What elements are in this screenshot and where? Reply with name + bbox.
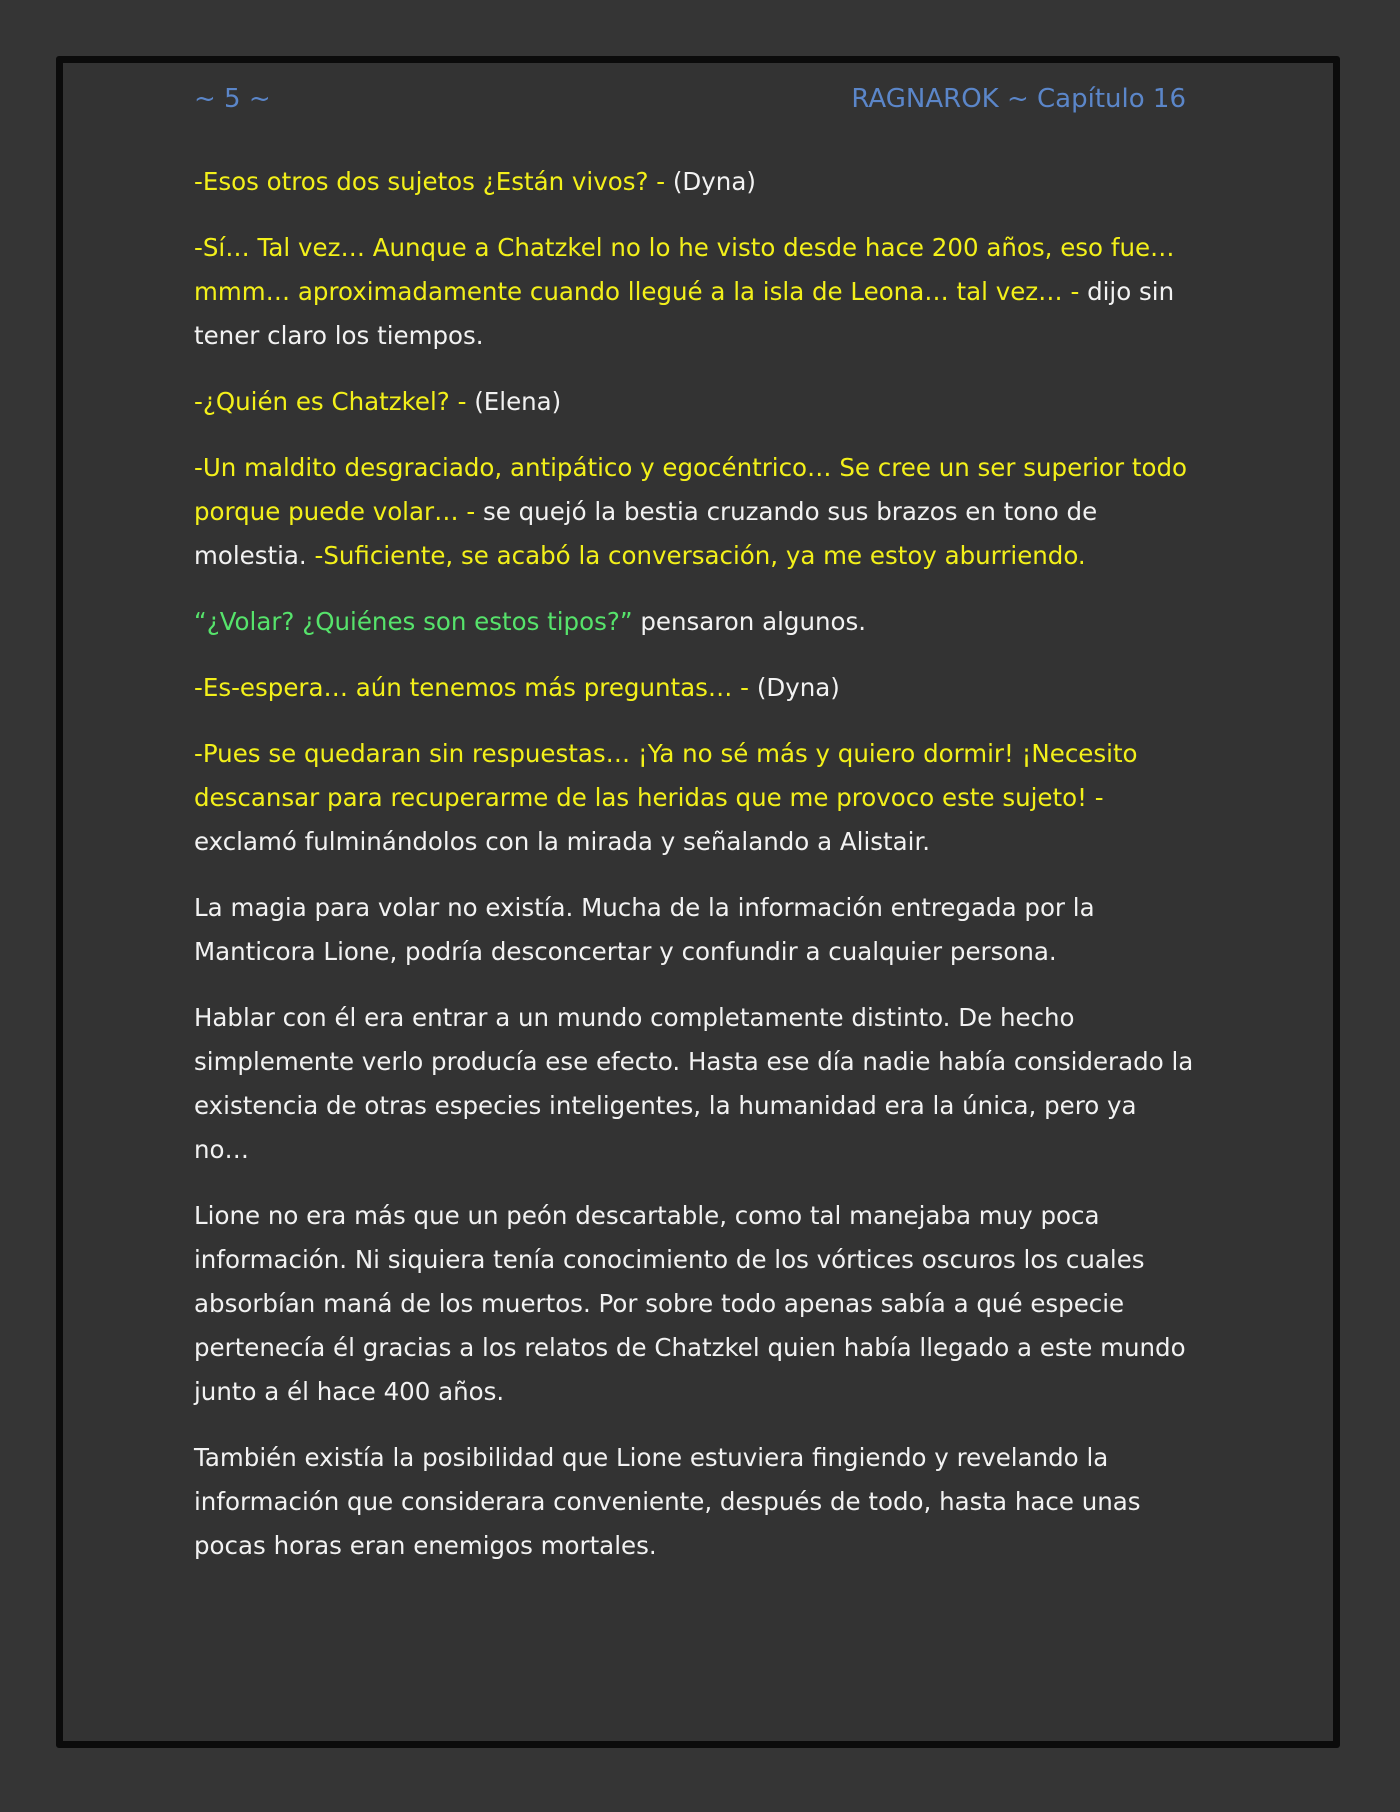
paragraph: [194, 380, 1194, 424]
paragraph: [194, 886, 1194, 974]
paragraph: [194, 600, 1194, 644]
thought-text: “¿Volar? ¿Quiénes son estos tipos?”: [194, 607, 641, 636]
paragraph: [194, 1194, 1194, 1414]
narration-text: dijo sin tener claro los tiempos.: [194, 277, 1175, 350]
narration-text: Lione no era más que un peón descartable, como tal manejaba muy poca información. Ni siquiera tenía conocimiento de los vórtices oscuros los cuales absorbían maná de los muertos. Por sobre todo apenas sabía a qué especie pertenecía él gracias a los relatos de Chatzkel quien había llegado a este mundo junto a él hace 400 años.: [194, 1201, 1186, 1406]
story-text: [194, 160, 1194, 1590]
page-header: [194, 84, 1186, 120]
dialogue-text: -Esos otros dos sujetos ¿Están vivos? -: [194, 167, 673, 196]
dialogue-text: -Suficiente, se acabó la conversación, ya me estoy aburriendo.: [314, 541, 1086, 570]
narration-text: se quejó la bestia cruzando sus brazos en tono de molestia.: [194, 497, 1098, 570]
paragraph: [194, 732, 1194, 864]
speaker-tag: (Elena): [474, 387, 562, 416]
narration-text: También existía la posibilidad que Lione estuviera fingiendo y revelando la información que considerara conveniente, después de todo, hasta hace unas pocas horas eran enemigos mortales.: [194, 1443, 1141, 1560]
dialogue-text: -¿Quién es Chatzkel? -: [194, 387, 475, 416]
page-number: ~ 5 ~: [194, 84, 271, 114]
paragraph: [194, 996, 1194, 1172]
speaker-tag: (Dyna): [756, 673, 840, 702]
paragraph: [194, 226, 1194, 358]
paragraph: [194, 160, 1194, 204]
dialogue-text: -Sí… Tal vez… Aunque a Chatzkel no lo he visto desde hace 200 años, eso fue… mmm… aproximadamente cuando llegué a la isla de Leona… tal vez… -: [194, 233, 1175, 306]
paragraph: [194, 446, 1194, 578]
chapter-title: RAGNAROK ~ Capítulo 16: [851, 84, 1186, 114]
narration-text: pensaron algunos.: [640, 607, 867, 636]
dialogue-text: -Pues se quedaran sin respuestas… ¡Ya no sé más y quiero dormir! ¡Necesito descansar para recuperarme de las heridas que me provoco este sujeto! -: [194, 739, 1138, 812]
narration-text: exclamó fulminándolos con la mirada y señalando a Alistair.: [194, 827, 931, 856]
narration-text: Hablar con él era entrar a un mundo completamente distinto. De hecho simplemente verlo producía ese efecto. Hasta ese día nadie había considerado la existencia de otras especies inteligentes, la humanidad era la única, pero ya no…: [194, 1003, 1194, 1164]
dialogue-text: -Es-espera… aún tenemos más preguntas… -: [194, 673, 757, 702]
narration-text: La magia para volar no existía. Mucha de la información entregada por la Manticora Lione, podría desconcertar y confundir a cualquier persona.: [194, 893, 1095, 966]
speaker-tag: (Dyna): [672, 167, 756, 196]
dialogue-text: -Un maldito desgraciado, antipático y egocéntrico… Se cree un ser superior todo porque puede volar… -: [194, 453, 1188, 526]
paragraph: [194, 666, 1194, 710]
paragraph: [194, 1436, 1194, 1568]
